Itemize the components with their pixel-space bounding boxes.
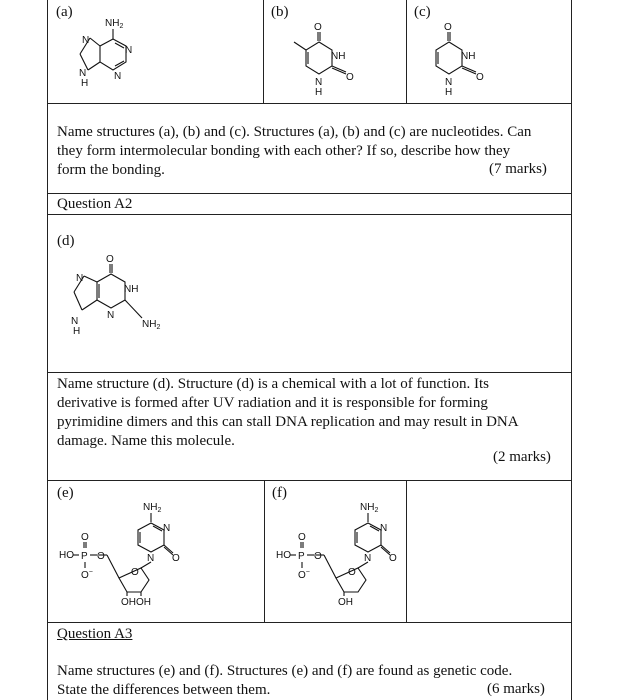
atom-o2: O — [346, 72, 354, 83]
atom-o-minus: O− — [81, 569, 93, 581]
atom-ho: HO — [276, 550, 291, 561]
structure-e-cmp — [55, 498, 205, 616]
question-a2-line-3: pyrimidine dimers and this can stall DNA replication and may result in DNA — [57, 414, 519, 430]
atom-n3-h: NH — [331, 51, 346, 62]
atom-p: P — [298, 551, 305, 562]
atom-nh2: $NH_2$ — [105, 18, 124, 30]
row-divider-q2-end — [47, 480, 572, 481]
atom-n1: N — [147, 553, 155, 564]
atom-n7: N — [82, 35, 90, 46]
atom-o2: O — [172, 553, 180, 564]
row-divider-structures-ef — [47, 622, 572, 623]
atom-n1: N — [445, 77, 453, 88]
question-a1-line-1: Name structures (a), (b) and (c). Structures (a), (b) and (c) are nucleotides. Can — [57, 124, 532, 140]
atom-n7: N — [76, 273, 84, 284]
label-d: (d) — [57, 233, 75, 249]
atom-o-ester: O — [97, 551, 105, 562]
atom-p: P — [81, 551, 88, 562]
atom-ho: HO — [59, 550, 74, 561]
atom-o4: O — [314, 22, 322, 33]
atom-n3: N — [380, 523, 388, 534]
atom-n3: N — [114, 71, 122, 82]
atom-o-minus: O− — [298, 569, 310, 581]
structure-b-thymine — [280, 14, 390, 102]
question-a2-text — [57, 375, 567, 451]
question-a2-line-1: Name structure (d). Structure (d) is a chemical with a lot of function. Its — [57, 376, 489, 392]
atom-ohoh: OHOH — [121, 597, 151, 608]
atom-o-ring: O — [131, 567, 139, 578]
label-a: (a) — [56, 4, 73, 20]
question-a3-heading: Question A3 — [57, 626, 133, 642]
row-divider-q1-end — [47, 193, 572, 194]
atom-h1: H — [315, 87, 323, 98]
atom-n3: N — [107, 310, 115, 321]
atom-o2: O — [476, 72, 484, 83]
question-a1-marks: (7 marks) — [489, 161, 547, 177]
atom-o-ring: O — [348, 567, 356, 578]
question-a3-marks: (6 marks) — [487, 681, 545, 697]
atom-n9: N — [71, 316, 79, 327]
atom-n9: N — [79, 68, 87, 79]
atom-o6: O — [106, 254, 114, 265]
question-a2-heading: Question A2 — [57, 196, 133, 212]
question-a3-line-2: State the differences between them. — [57, 682, 271, 698]
atom-n1: N — [364, 553, 372, 564]
atom-nh2: $NH_2$ — [142, 319, 161, 331]
row-divider-a2-head — [47, 214, 572, 215]
structure-c-uracil — [422, 14, 532, 102]
question-a1-line-3: form the bonding. — [57, 162, 165, 178]
structure-d-guanine — [62, 248, 192, 343]
structure-f-dcmp — [270, 498, 420, 616]
question-a2-marks: (2 marks) — [493, 449, 551, 465]
atom-o-double: O — [81, 532, 89, 543]
question-a2-line-4: damage. Name this molecule. — [57, 433, 235, 449]
atom-o4: O — [444, 22, 452, 33]
atom-h1: H — [445, 87, 453, 98]
atom-o2: O — [389, 553, 397, 564]
atom-n1: N — [125, 45, 133, 56]
atom-o-double: O — [298, 532, 306, 543]
cell-divider-bc — [406, 0, 407, 103]
label-f: (f) — [272, 485, 287, 501]
atom-n3: N — [163, 523, 171, 534]
table-right-border — [571, 0, 572, 700]
atom-h9: H — [73, 326, 81, 337]
label-c: (c) — [414, 4, 431, 20]
atom-nh2: $NH_2$ — [143, 502, 162, 514]
cell-divider-ab — [263, 0, 264, 103]
atom-h9: H — [81, 78, 89, 89]
cell-divider-ef — [264, 480, 265, 622]
question-a3-line-1: Name structures (e) and (f). Structures (e) and (f) are found as genetic code. — [57, 663, 513, 679]
row-divider-structures — [47, 103, 572, 104]
atom-n3-h: NH — [461, 51, 476, 62]
atom-oh: OH — [338, 597, 353, 608]
atom-nh2: $NH_2$ — [360, 502, 379, 514]
atom-n1: N — [315, 77, 323, 88]
question-a1-line-2: they form intermolecular bonding with each other? If so, describe how they — [57, 143, 511, 159]
table-left-border — [47, 0, 48, 700]
atom-n1-h: NH — [124, 284, 139, 295]
atom-o-ester: O — [314, 551, 322, 562]
label-e: (e) — [57, 485, 74, 501]
structure-a-adenine — [70, 14, 160, 94]
row-divider-structure-d — [47, 372, 572, 373]
label-b: (b) — [271, 4, 289, 20]
question-a2-line-2: derivative is formed after UV radiation and it is responsible for forming — [57, 395, 488, 411]
